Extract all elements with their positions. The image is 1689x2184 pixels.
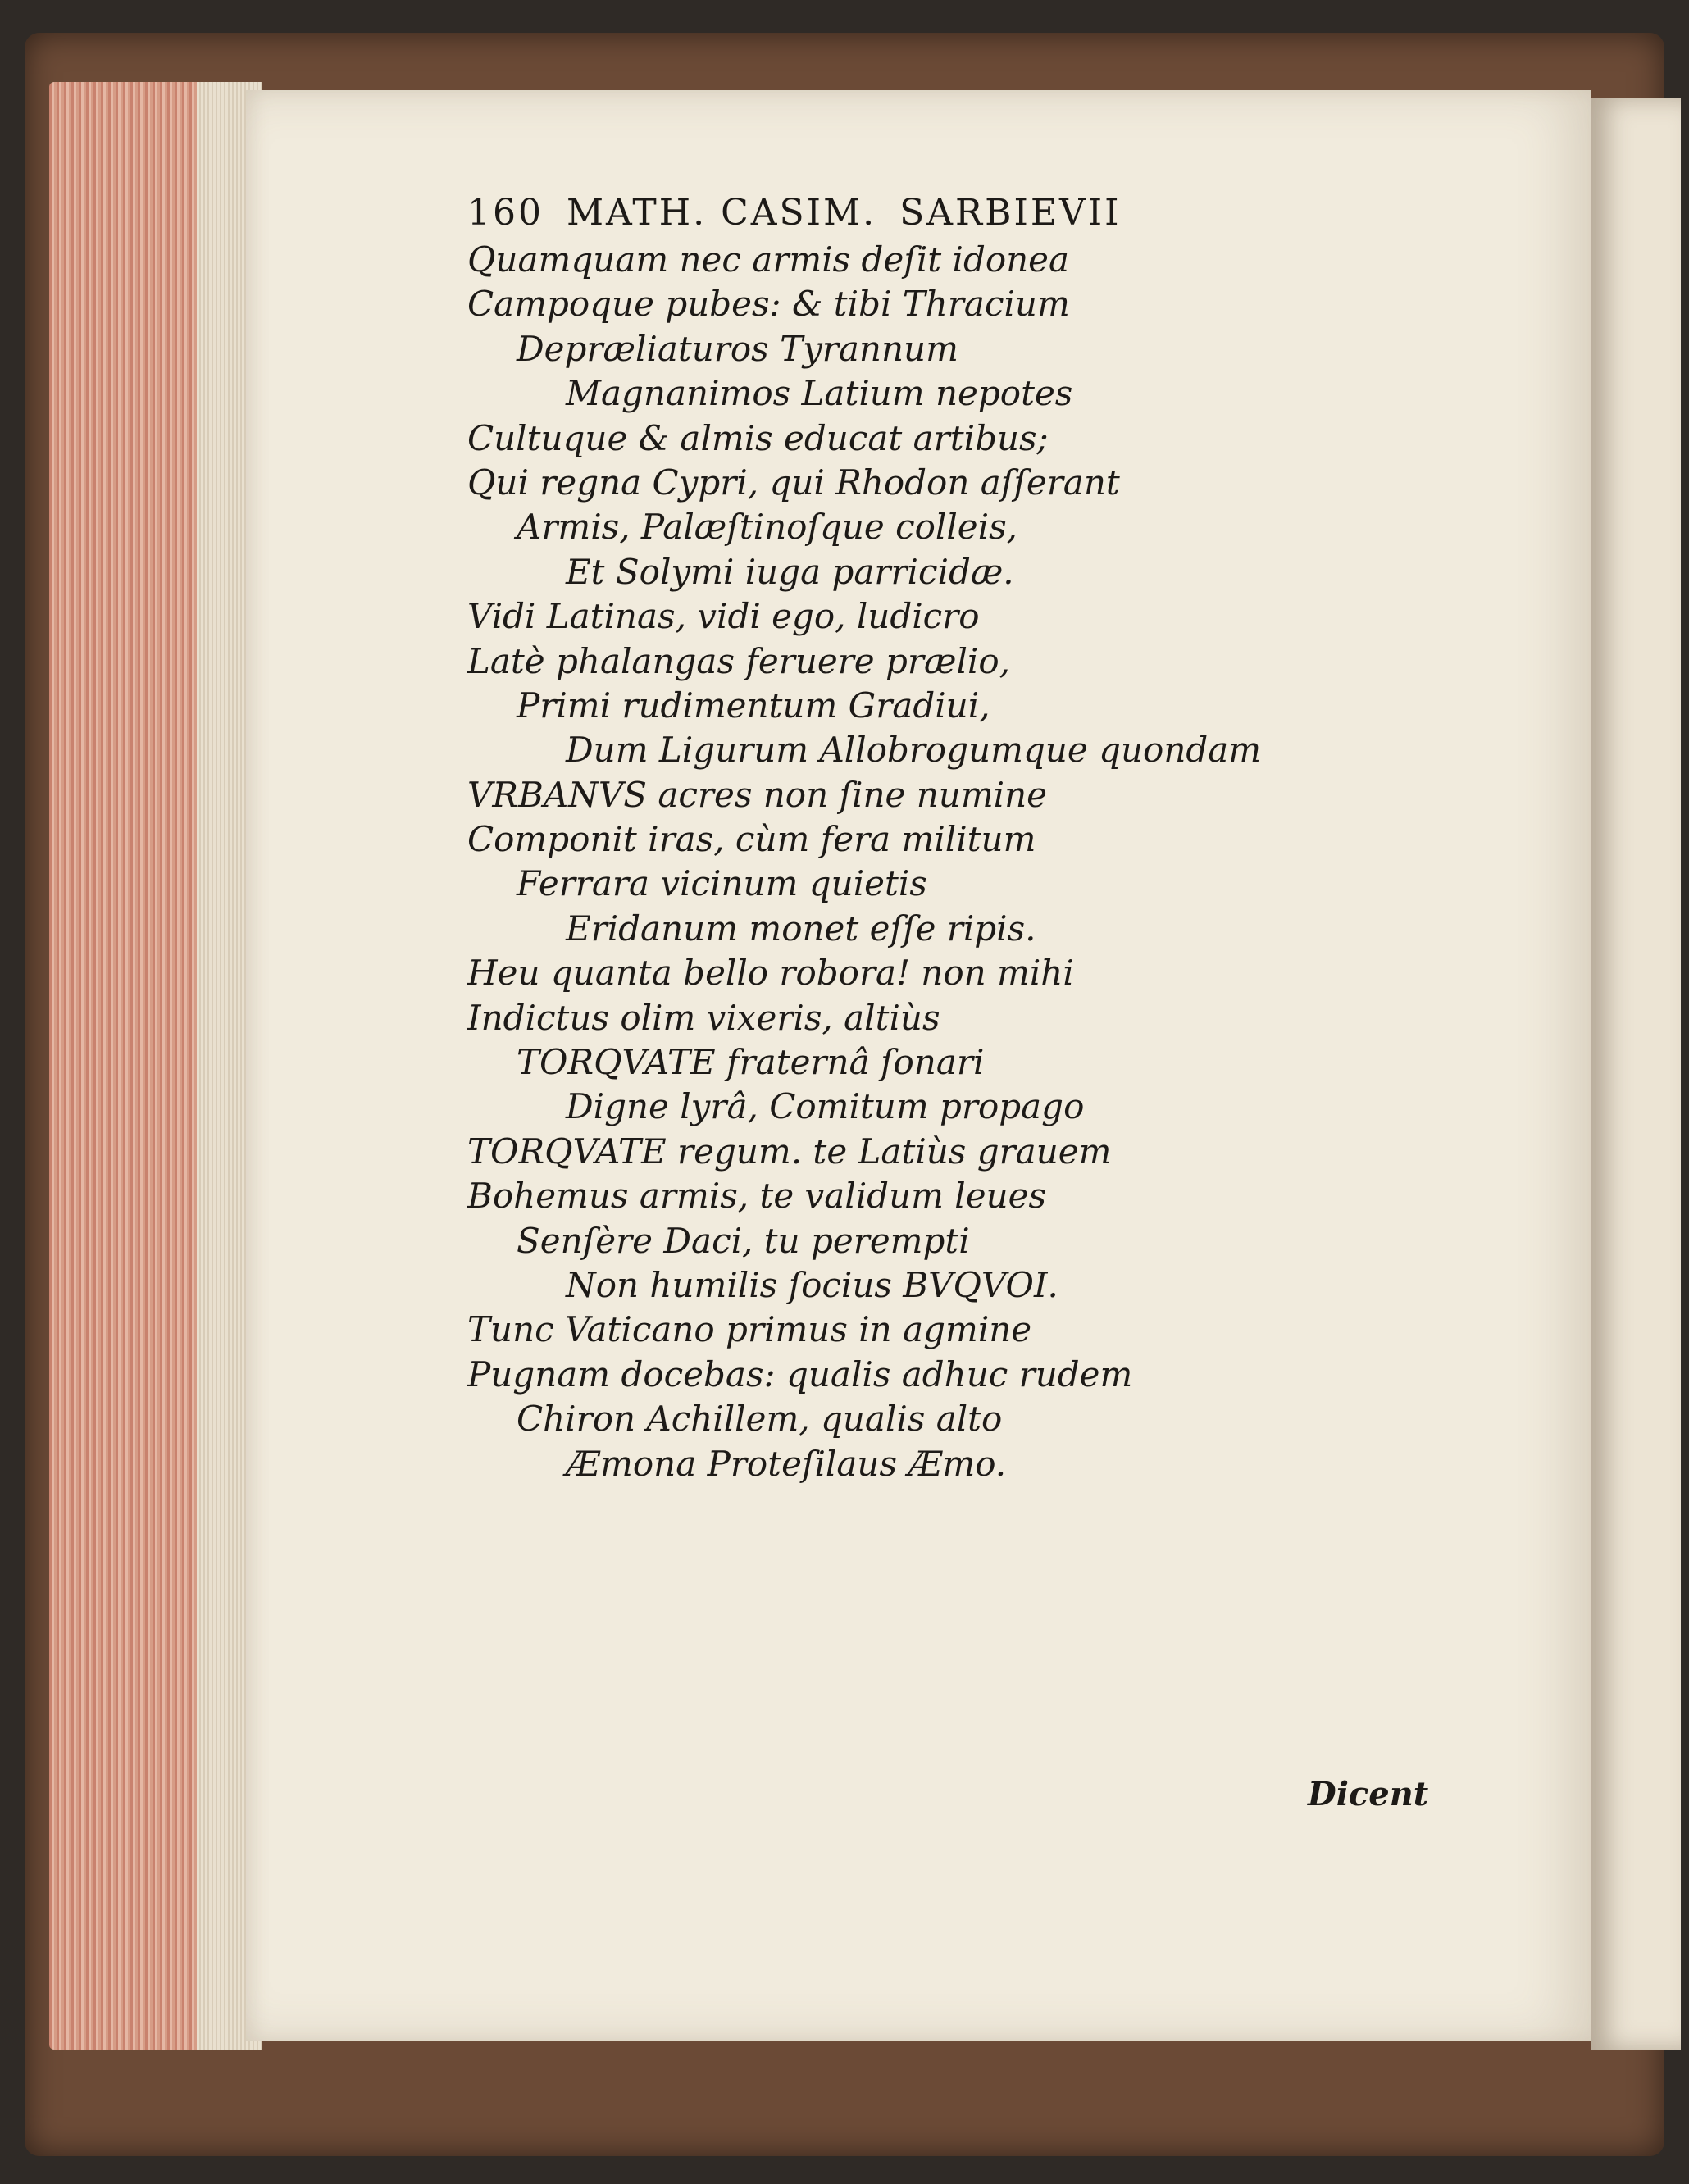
poem-line: Pugnam docebas: qualis adhuc rudem bbox=[467, 1354, 1133, 1395]
poem-line: Quamquam nec armis deſit idonea bbox=[467, 239, 1070, 280]
poem-line: Campoque pubes: & tibi Thracium bbox=[467, 284, 1070, 325]
poem bbox=[467, 238, 1451, 1486]
poem-line: Componit iras, cùm fera militum bbox=[467, 819, 1036, 860]
poem-line: Heu quanta bello robora! non mihi bbox=[467, 953, 1074, 994]
poem-line: Dum Ligurum Allobrogumque quondam bbox=[566, 730, 1262, 771]
poem-line: Chiron Achillem, qualis alto bbox=[517, 1399, 1003, 1440]
header-name: SARBIEVII bbox=[899, 192, 1122, 234]
poem-line: Bohemus armis, te validum leues bbox=[467, 1176, 1047, 1217]
poem-line: Ferrara vicinum quietis bbox=[517, 863, 927, 904]
poem-line: Depræliaturos Tyrannum bbox=[517, 328, 958, 369]
page-text bbox=[467, 189, 1451, 1486]
poem-line: Eridanum monet eſſe ripis. bbox=[566, 908, 1036, 949]
poem-line: Æmona Proteſilaus Æmo. bbox=[566, 1443, 1007, 1484]
poem-line: Magnanimos Latium nepotes bbox=[566, 373, 1073, 414]
page-number: 160 bbox=[467, 192, 544, 234]
running-header bbox=[467, 189, 1451, 238]
poem-line: VRBANVS acres non ſine numine bbox=[467, 774, 1047, 815]
header-author: MATH. CASIM. bbox=[566, 192, 877, 234]
poem-line: Digne lyrâ, Comitum propago bbox=[566, 1086, 1085, 1127]
poem-line: Cultuque & almis educat artibus; bbox=[467, 417, 1049, 458]
poem-line: Primi rudimentum Gradiui, bbox=[517, 685, 990, 726]
poem-line: Tunc Vaticano primus in agmine bbox=[467, 1309, 1032, 1350]
catchword: Dicent bbox=[1308, 1775, 1429, 1813]
poem-line: Senſère Daci, tu perempti bbox=[517, 1220, 970, 1261]
poem-line: Armis, Palæſtinoſque colleis, bbox=[517, 507, 1017, 548]
page-edges-red bbox=[49, 82, 221, 2050]
facing-page-edge bbox=[1591, 98, 1681, 2050]
poem-line: Indictus olim vixeris, altiùs bbox=[467, 997, 940, 1038]
poem-line: Non humilis ſocius BVQVOI. bbox=[566, 1264, 1058, 1305]
poem-line: Qui regna Cypri, qui Rhodon aſſerant bbox=[467, 462, 1120, 503]
poem-line: Et Solymi iuga parricidæ. bbox=[566, 551, 1014, 592]
poem-line: Latè phalangas feruere prælio, bbox=[467, 640, 1010, 681]
poem-line: TORQVATE regum. te Latiùs grauem bbox=[467, 1131, 1112, 1172]
poem-line: TORQVATE fraternâ ſonari bbox=[517, 1042, 985, 1083]
poem-line: Vidi Latinas, vidi ego, ludicro bbox=[467, 596, 980, 637]
